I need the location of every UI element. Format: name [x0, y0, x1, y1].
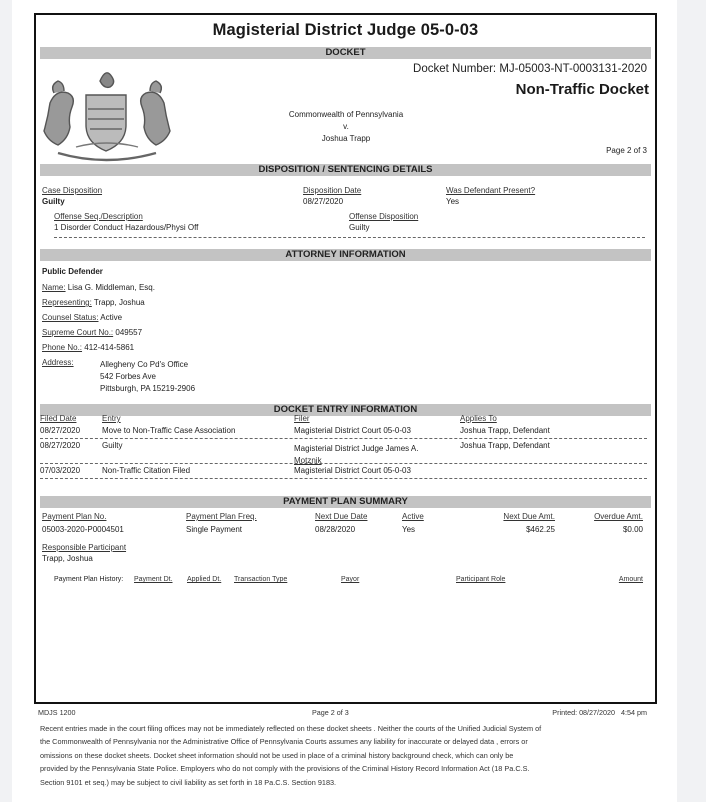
form-id: MDJS 1200: [38, 708, 76, 717]
counsel-status-row: [42, 313, 122, 322]
attorney-name-row: [42, 283, 155, 292]
address-label: Address:: [42, 358, 74, 367]
disposition-date-value: 08/27/2020: [303, 197, 344, 206]
offense-description: 1 Disorder Conduct Hazardous/Physi Off: [54, 223, 199, 232]
representing-label: Representing:: [42, 298, 92, 307]
caption-plaintiff: Commonwealth of Pennsylvania: [288, 110, 404, 119]
case-disposition-label: Case Disposition: [42, 186, 103, 195]
col-transaction-type: Transaction Type: [234, 576, 288, 583]
next-due-date-value: 08/28/2020: [315, 525, 356, 534]
col-plan-freq: Payment Plan Freq.: [186, 512, 257, 521]
entry-text: Move to Non-Traffic Case Association: [102, 426, 236, 435]
col-amount: Amount: [618, 576, 643, 583]
entry-filer: Magisterial District Judge James A.: [294, 444, 419, 453]
entry-filer-line2: Motznik: [294, 456, 322, 465]
col-plan-no: Payment Plan No.: [42, 512, 107, 521]
entry-applies-to: Joshua Trapp, Defendant: [460, 441, 550, 450]
attorney-representing-row: [42, 298, 145, 307]
supreme-court-label: Supreme Court No.:: [42, 328, 114, 337]
defendant-present-value: Yes: [446, 197, 460, 206]
col-applied-dt: Applied Dt.: [187, 576, 222, 583]
col-overdue-amt: Overdue Amt.: [594, 512, 643, 521]
footer-page: Page 2 of 3: [312, 708, 349, 717]
counsel-status-label: Counsel Status:: [42, 313, 99, 322]
docket-frame: [34, 13, 657, 704]
disclaimer-line: the Commonwealth of Pennsylvania nor the Administrative Office of Pennsylvania Courts assumes any liability for inaccurate or delayed data , errors or: [40, 737, 528, 747]
col-entry: Entry: [102, 414, 121, 423]
col-active: Active: [402, 512, 424, 521]
phone-row: [42, 343, 134, 352]
phone-value: 412-414-5861: [84, 343, 135, 352]
counsel-status-value: Active: [100, 313, 123, 322]
disclaimer-line: provided by the Pennsylvania State Police. Employers who do not comply with the provisions of the Criminal History Record Information Act (18 Pa.C.S.: [40, 764, 530, 774]
address-line-3: Pittsburgh, PA 15219-2906: [100, 384, 196, 393]
address-line-2: 542 Forbes Ave: [100, 372, 156, 381]
entry-filed-date: 07/03/2020: [40, 466, 81, 475]
defendant-present-label: Was Defendant Present?: [446, 186, 536, 195]
attorney-name-value: Lisa G. Middleman, Esq.: [67, 283, 155, 292]
docket-type: Non-Traffic Docket: [515, 81, 649, 98]
col-next-due-date: Next Due Date: [315, 512, 368, 521]
disclaimer: [40, 722, 640, 789]
disclaimer-line: Section 9101 et seq.) may be subject to civil liability as set forth in 18 Pa.C.S. Section 9183.: [40, 777, 337, 787]
payment-history-label: Payment Plan History:: [54, 576, 124, 583]
col-filed-date: Filed Date: [40, 414, 77, 423]
entry-filer: Magisterial District Court 05-0-03: [294, 466, 411, 475]
row-separator: [40, 478, 647, 479]
entry-applies-to: Joshua Trapp, Defendant: [460, 426, 550, 435]
printed-date: Printed: 08/27/2020 4:54 pm: [552, 708, 647, 717]
docket-number: Docket Number: MJ-05003-NT-0003131-2020: [413, 63, 647, 75]
supreme-court-row: [42, 328, 142, 337]
document-page: [12, 0, 677, 802]
offense-disposition: Guilty: [349, 223, 370, 232]
entry-filer: Magisterial District Court 05-0-03: [294, 426, 411, 435]
disposition-date-label: Disposition Date: [303, 186, 362, 195]
attorney-name-label: Name:: [42, 283, 66, 292]
representing-value: Trapp, Joshua: [93, 298, 145, 307]
overdue-amt-value: $0.00: [622, 525, 643, 534]
plan-freq-value: Single Payment: [186, 525, 243, 534]
offense-seq-label: Offense Seq./Description: [54, 212, 143, 221]
caption-defendant: Joshua Trapp: [321, 134, 371, 143]
disclaimer-line: omissions on these docket sheets. Docket sheet information should not be used in place of a criminal history background check, which can only be: [40, 750, 514, 760]
responsible-participant-label: Responsible Participant: [42, 543, 127, 552]
entry-text: Non-Traffic Citation Filed: [102, 466, 191, 475]
responsible-participant-value: Trapp, Joshua: [42, 554, 93, 563]
supreme-court-value: 049557: [115, 328, 143, 337]
col-next-due-amt: Next Due Amt.: [503, 512, 555, 521]
payment-plan-band: PAYMENT PLAN SUMMARY: [40, 496, 651, 508]
phone-label: Phone No.:: [42, 343, 83, 352]
court-title: Magisterial District Judge 05-0-03: [212, 21, 479, 39]
docket-band: DOCKET: [40, 47, 651, 59]
docket-entry-band: DOCKET ENTRY INFORMATION: [40, 404, 651, 416]
row-separator: [40, 438, 647, 439]
address-line-1: Allegheny Co Pd's Office: [100, 360, 189, 369]
active-value: Yes: [402, 525, 416, 534]
disclaimer-line: Recent entries made in the court filing offices may not be immediately reflected on these docket sheets . Neither the courts of the Unified Judicial System of: [40, 724, 542, 733]
case-disposition-value: Guilty: [42, 197, 65, 206]
row-separator: [54, 237, 645, 238]
plan-no-value: 05003-2020-P0004501: [42, 525, 124, 534]
attorney-type: Public Defender: [42, 267, 103, 276]
col-participant-role: Participant Role: [456, 576, 506, 583]
disposition-band: DISPOSITION / SENTENCING DETAILS: [40, 164, 651, 176]
entry-filed-date: 08/27/2020: [40, 441, 81, 450]
col-applies-to: Applies To: [460, 414, 497, 423]
col-filer: Filer: [294, 414, 310, 423]
row-separator: [40, 463, 647, 464]
offense-disposition-label: Offense Disposition: [349, 212, 419, 221]
caption-versus: v.: [343, 122, 349, 131]
entry-filed-date: 08/27/2020: [40, 426, 81, 435]
attorney-band: ATTORNEY INFORMATION: [40, 249, 651, 261]
next-due-amt-value: $462.25: [526, 525, 555, 534]
entry-text: Guilty: [102, 441, 123, 450]
page-indicator: Page 2 of 3: [606, 146, 647, 155]
col-payor: Payor: [341, 576, 360, 583]
col-payment-dt: Payment Dt.: [134, 576, 173, 583]
pennsylvania-seal-icon: [40, 63, 174, 163]
